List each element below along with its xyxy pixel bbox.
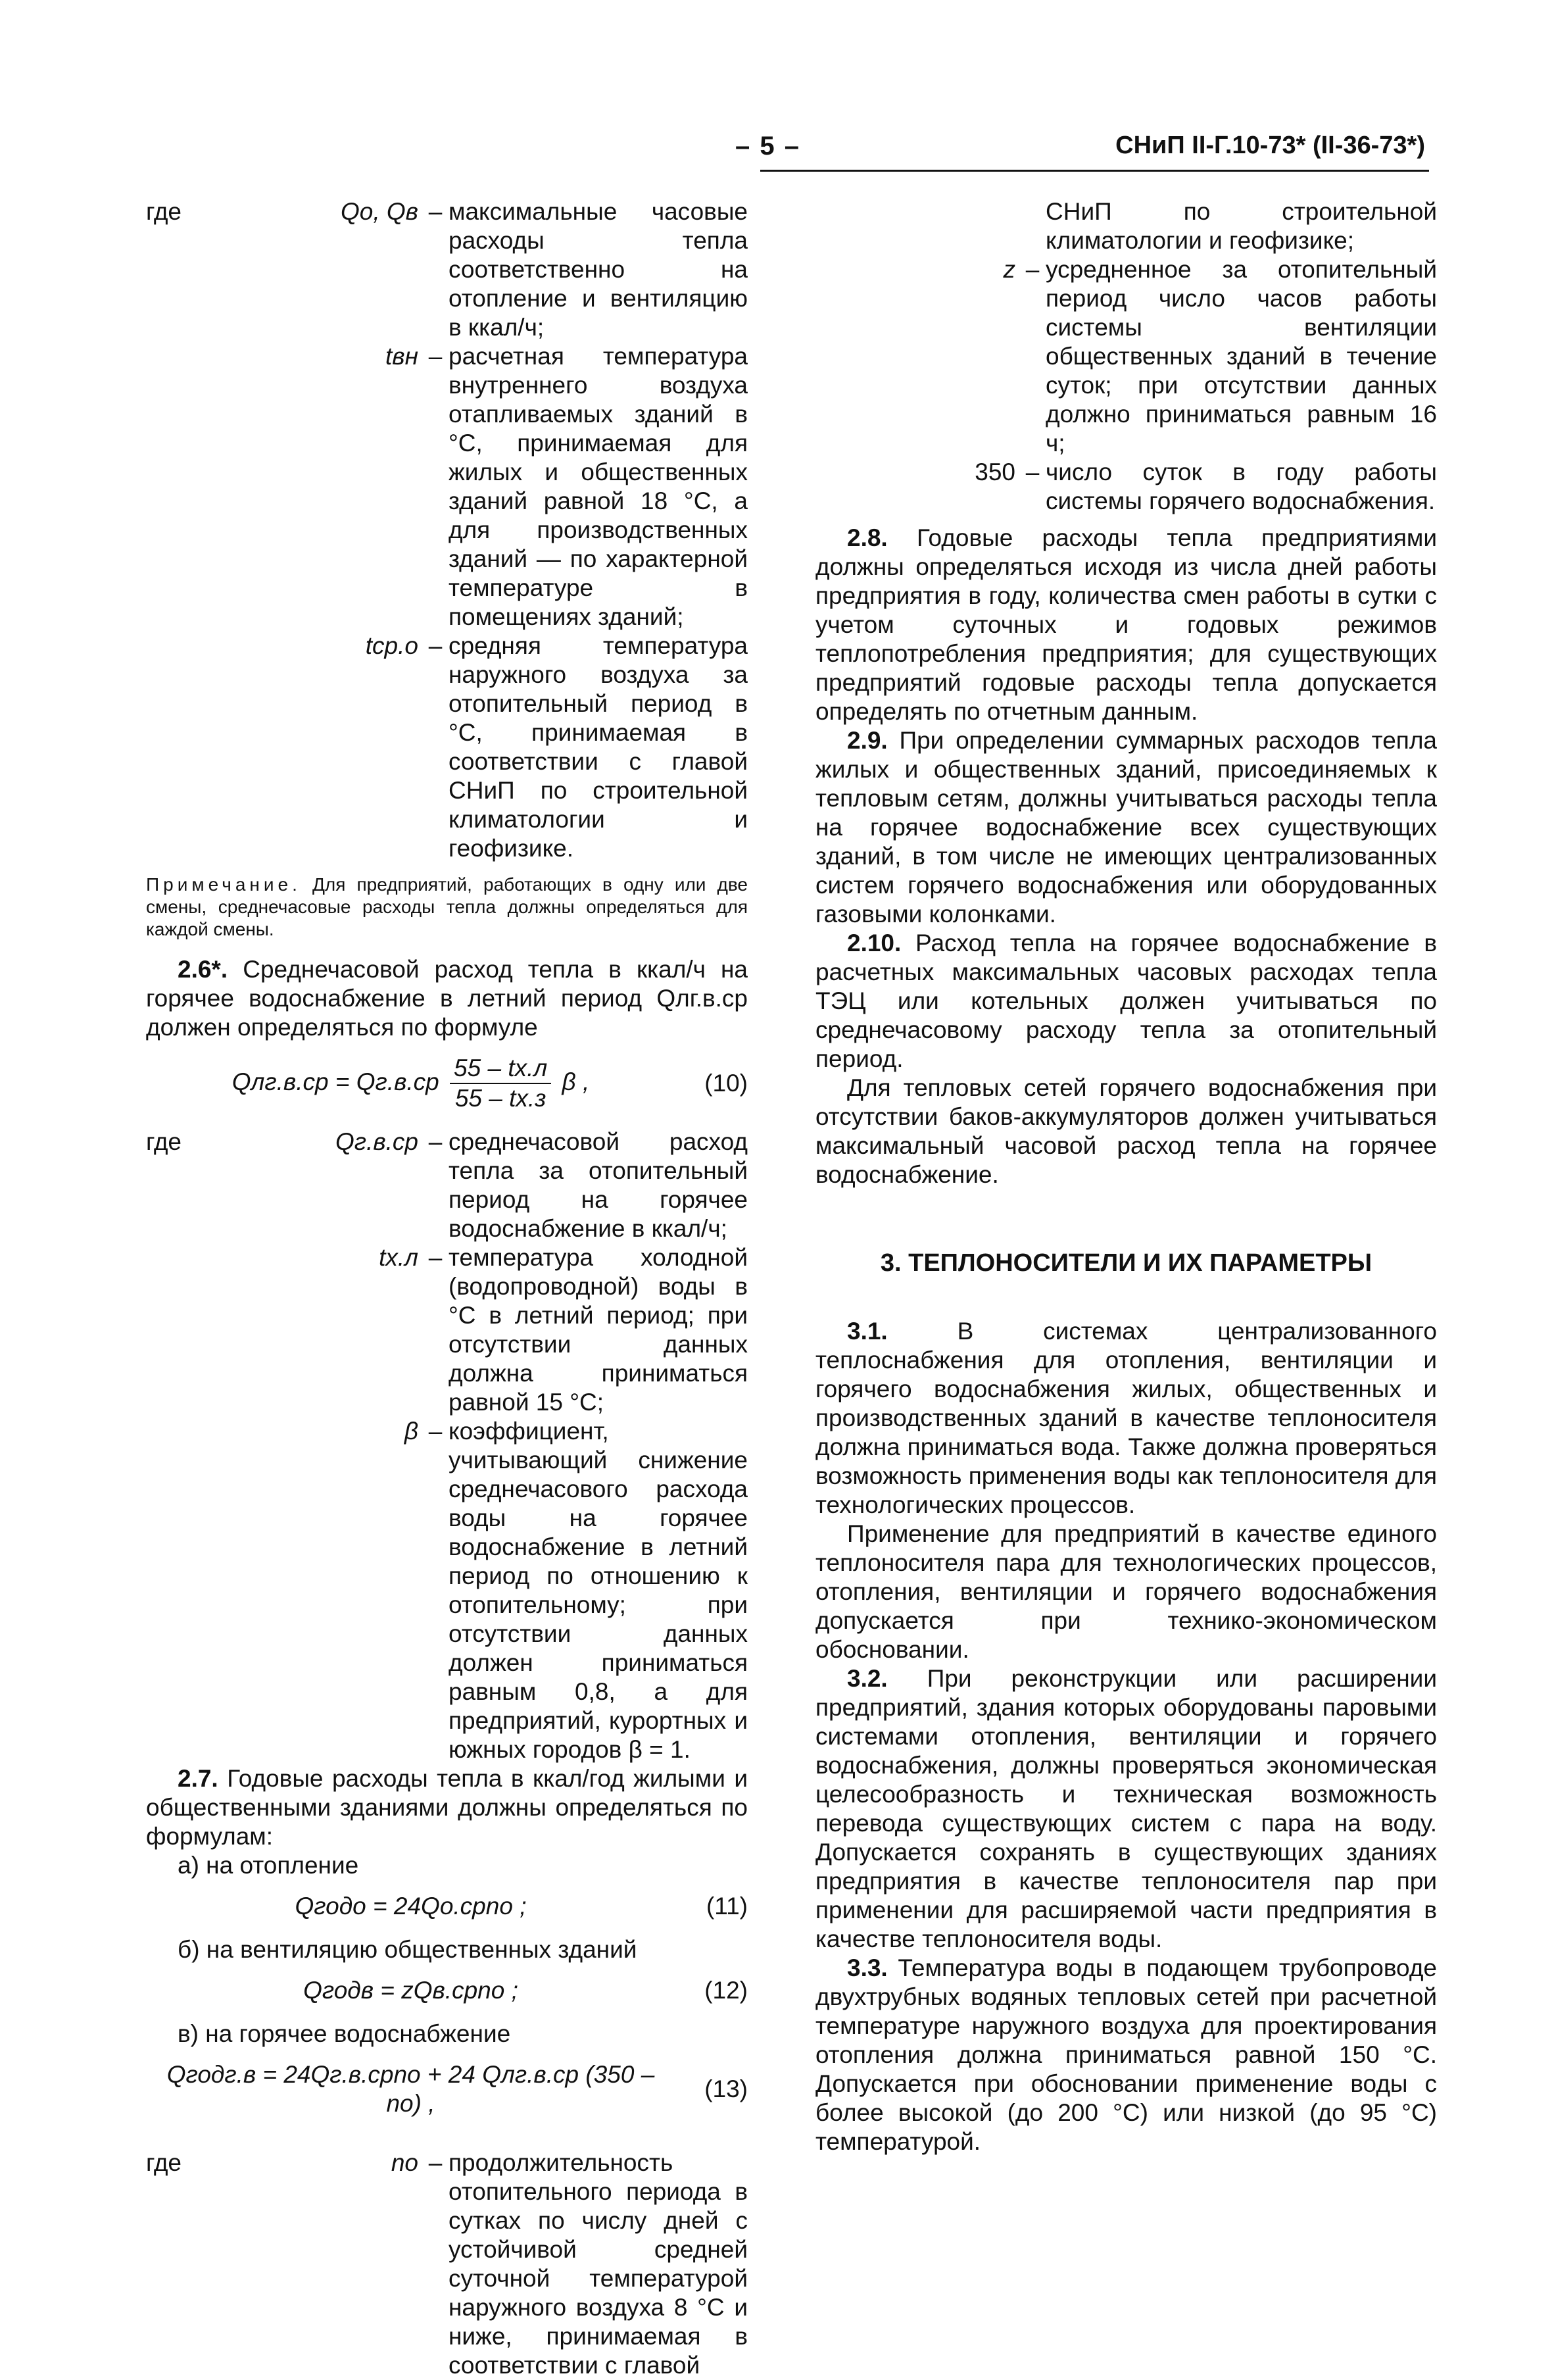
definition-lead: где	[146, 198, 182, 225]
definition-symbol: Qг.в.ср	[335, 1128, 418, 1155]
fraction-denominator: 55 – tх.з	[454, 1085, 546, 1112]
paragraph-text: Годовые расходы тепла предприятиями должны определяться исходя из числа дней работы предприятия в году, количества смен работы в сутки с учетом суточных и годовых режимов теплопотребления предприятия; для существующих предприятий годовые расходы тепла допускается определять по отчетным данным.	[815, 524, 1437, 725]
definition-item	[146, 197, 748, 342]
definition-text: максимальные часовые расходы тепла соответственно на отопление и вентиляцию в ккал/ч;	[449, 198, 748, 341]
definition-symbol: 350	[975, 459, 1015, 485]
formula-number: (10)	[704, 1070, 748, 1097]
definition-text: число суток в году работы системы горячего водоснабжения.	[1046, 459, 1437, 514]
paragraph-number: 2.9.	[847, 727, 888, 754]
formula-expression: Qгодв = zQв.срno ;	[303, 1977, 518, 2004]
formula-12	[146, 1976, 748, 2005]
definition-dash: –	[428, 2149, 443, 2176]
note	[146, 874, 748, 941]
formula-tail: β ,	[562, 1068, 590, 1095]
paragraph-number: 3.2.	[847, 1665, 888, 1692]
paragraph-text: При определении суммарных расходов тепла жилых и общественных зданий, присоединяемых к тепловым сетям, должны учитываться расходы тепла на горячее водоснабжение всех существующих зданий, в том числе не имеющих централизованных систем горячего водоснабжения или оборудованных газовыми колонками.	[815, 727, 1437, 928]
paragraph-number: 2.6*.	[178, 956, 228, 983]
header-rule	[760, 170, 1429, 172]
definition-item	[146, 632, 748, 863]
paragraph-2-7	[146, 1764, 748, 1851]
formula-11	[146, 1892, 748, 1921]
paragraph-2-9	[815, 726, 1437, 929]
definition-item	[146, 2148, 748, 2380]
note-text: Для предприятий, работающих в одну или две смены, среднечасовые расходы тепла должны определяться для каждой смены.	[146, 874, 748, 939]
definition-dash: –	[428, 1418, 443, 1445]
page-number: – 5 –	[735, 132, 800, 161]
paragraph-2-8	[815, 524, 1437, 726]
definitions-block-1	[146, 197, 748, 863]
formula-13	[146, 2060, 748, 2118]
fraction-numerator: 55 – tх.л	[450, 1054, 551, 1084]
item-c-label: в) на горячее водоснабжение	[178, 2020, 511, 2047]
paragraph-2-6	[146, 955, 748, 1042]
paragraph-text: Годовые расходы тепла в ккал/год жилыми и общественными зданиями должны определяться по формулам:	[146, 1765, 748, 1850]
paragraph-text: Расход тепла на горячее водоснабжение в расчетных максимальных часовых расходах тепла ТЭЦ или котельных должен учитываться по среднечасовому расходу тепла за отопительный период.	[815, 930, 1437, 1072]
formula-number: (11)	[706, 1893, 748, 1920]
definition-text: продолжительность отопительного периода в сутках по числу дней с устойчивой средней суточной температурой наружного воздуха 8 °С и ниже, принимаемая в соответствии с главой	[449, 2149, 748, 2379]
definition-dash: –	[1025, 256, 1040, 283]
definition-symbol: tвн	[385, 343, 418, 370]
item-a-label: а) на отопление	[178, 1852, 359, 1879]
definition-symbol: Qo, Qв	[340, 198, 418, 225]
definition-dash: –	[428, 1244, 443, 1271]
definition-dash: –	[428, 343, 443, 370]
definition-symbol: β	[404, 1418, 418, 1445]
section-title: 3. ТЕПЛОНОСИТЕЛИ И ИХ ПАРАМЕТРЫ	[880, 1249, 1372, 1277]
paragraph-3-3	[815, 1954, 1437, 2156]
document-code: СНиП II-Г.10-73* (II-36-73*)	[1115, 132, 1425, 159]
formula-10	[146, 1054, 748, 1113]
definition-dash: –	[428, 1128, 443, 1155]
definition-lead: где	[146, 1128, 182, 1155]
definition-item	[146, 342, 748, 632]
definition-dash: –	[428, 198, 443, 225]
definition-dash: –	[428, 632, 443, 659]
definition-item	[146, 1128, 748, 1243]
paragraph-2-10	[815, 929, 1437, 1074]
definition-text: усредненное за отопительный период число часов работы системы вентиляции общественных зданий в течение суток; при отсутствии данных должно приниматься равным 16 ч;	[1046, 256, 1437, 457]
definition-text: коэффициент, учитывающий снижение среднечасового расхода воды на горячее водоснабжение в летний период по отношению к отопительному; при отсутствии данных должен приниматься равным 0,8, а для предприятий, курортных и южных городов β = 1.	[449, 1418, 748, 1763]
paragraph-text: Температура воды в подающем трубопроводе двухтрубных водяных тепловых сетей при расчетной температуре наружного воздуха для проектирования отопления должна приниматься равной 150 °С. Допускается при обосновании применение воды с более высокой (до 200 °С) или низкой (до 95 °С) температурой.	[815, 1954, 1437, 2155]
formula-fraction	[450, 1054, 551, 1113]
formula-expression	[146, 1054, 675, 1113]
definition-symbol: no	[391, 2149, 418, 2176]
definition-text: СНиП по строительной климатологии и геофизике;	[1046, 198, 1437, 254]
note-label: Примечание.	[146, 874, 301, 895]
definition-lead: где	[146, 2149, 182, 2176]
formula-number: (12)	[704, 1977, 748, 2004]
definition-dash: –	[1025, 459, 1040, 485]
definition-item	[815, 255, 1437, 458]
definition-item	[146, 1417, 748, 1764]
definition-text: температура холодной (водопроводной) воды в °С в летний период; при отсутствии данных должна приниматься равной 15 °С;	[449, 1244, 748, 1416]
paragraph-text: При реконструкции или расширении предприятий, здания которых оборудованы паровыми системами отопления, вентиляции и горячего водоснабжения, должны проверяться экономическая целесообразность и техническая возможность перевода существующих систем с пара на воду. Допускается сохранять в существующих зданиях предприятия в качестве теплоносителя пар при применении для расширяемой части предприятия в качестве теплоносителя воды.	[815, 1665, 1437, 1952]
item-b-label: б) на вентиляцию общественных зданий	[178, 1936, 637, 1963]
paragraph-number: 2.8.	[847, 524, 888, 551]
formula-expression: Qгодo = 24Qo.срno ;	[295, 1893, 527, 1920]
definition-continuation	[815, 197, 1437, 255]
formula-left: Qлг.в.ср = Qг.в.ср	[231, 1068, 439, 1095]
paragraph-text: В системах централизованного теплоснабжения для отопления, вентиляции и горячего водоснабжения жилых, общественных и производственных зданий в качестве теплоносителя должна приниматься вода. Также должна проверяться возможность применения воды как теплоносителя для технологических процессов.	[815, 1318, 1438, 1518]
definition-symbol: z	[1003, 256, 1015, 283]
right-column	[815, 197, 1437, 2156]
formula-number: (13)	[704, 2075, 748, 2102]
left-column	[146, 197, 748, 2380]
definition-text: средняя температура наружного воздуха за отопительный период в °С, принимаемая в соответствии с главой СНиП по строительной климатологии и геофизике.	[449, 632, 748, 862]
paragraph-3-1-b: Применение для предприятий в качестве единого теплоносителя пара для технологических процессов, отопления, вентиляции и горячего водоснабжения допускается при технико-экономическом обосновании.	[815, 1520, 1437, 1663]
definition-symbol: tср.о	[365, 632, 418, 659]
paragraph-number: 3.3.	[847, 1954, 888, 1981]
paragraph-number: 2.7.	[178, 1765, 218, 1792]
paragraph-text: Среднечасовой расход тепла в ккал/ч на горячее водоснабжение в летний период Qлг.в.ср должен определяться по формуле	[146, 956, 748, 1041]
definitions-block-3	[146, 2148, 748, 2380]
definition-symbol: tх.л	[379, 1244, 418, 1271]
definition-text: расчетная температура внутреннего воздуха отапливаемых зданий в °С, принимаемая для жилых и общественных зданий равной 18 °С, а для производственных зданий — по характерной температуре в помещениях зданий;	[449, 343, 748, 630]
paragraph-3-1	[815, 1317, 1437, 1520]
paragraph-number: 3.1.	[847, 1318, 888, 1345]
paragraph-3-2	[815, 1664, 1437, 1954]
paragraph-2-10-b: Для тепловых сетей горячего водоснабжения при отсутствии баков-аккумуляторов должен учитываться максимальный часовой расход тепла на горячее водоснабжение.	[815, 1074, 1437, 1188]
paragraph-number: 2.10.	[847, 930, 902, 956]
definitions-block-2	[146, 1128, 748, 1764]
definition-item	[146, 1243, 748, 1417]
definition-text: среднечасовой расход тепла за отопительный период на горячее водоснабжение в ккал/ч;	[449, 1128, 748, 1242]
definition-item	[815, 458, 1437, 516]
formula-expression: Qгодг.в = 24Qг.в.срno + 24 Qлг.в.ср (350 – no) ,	[166, 2061, 655, 2117]
